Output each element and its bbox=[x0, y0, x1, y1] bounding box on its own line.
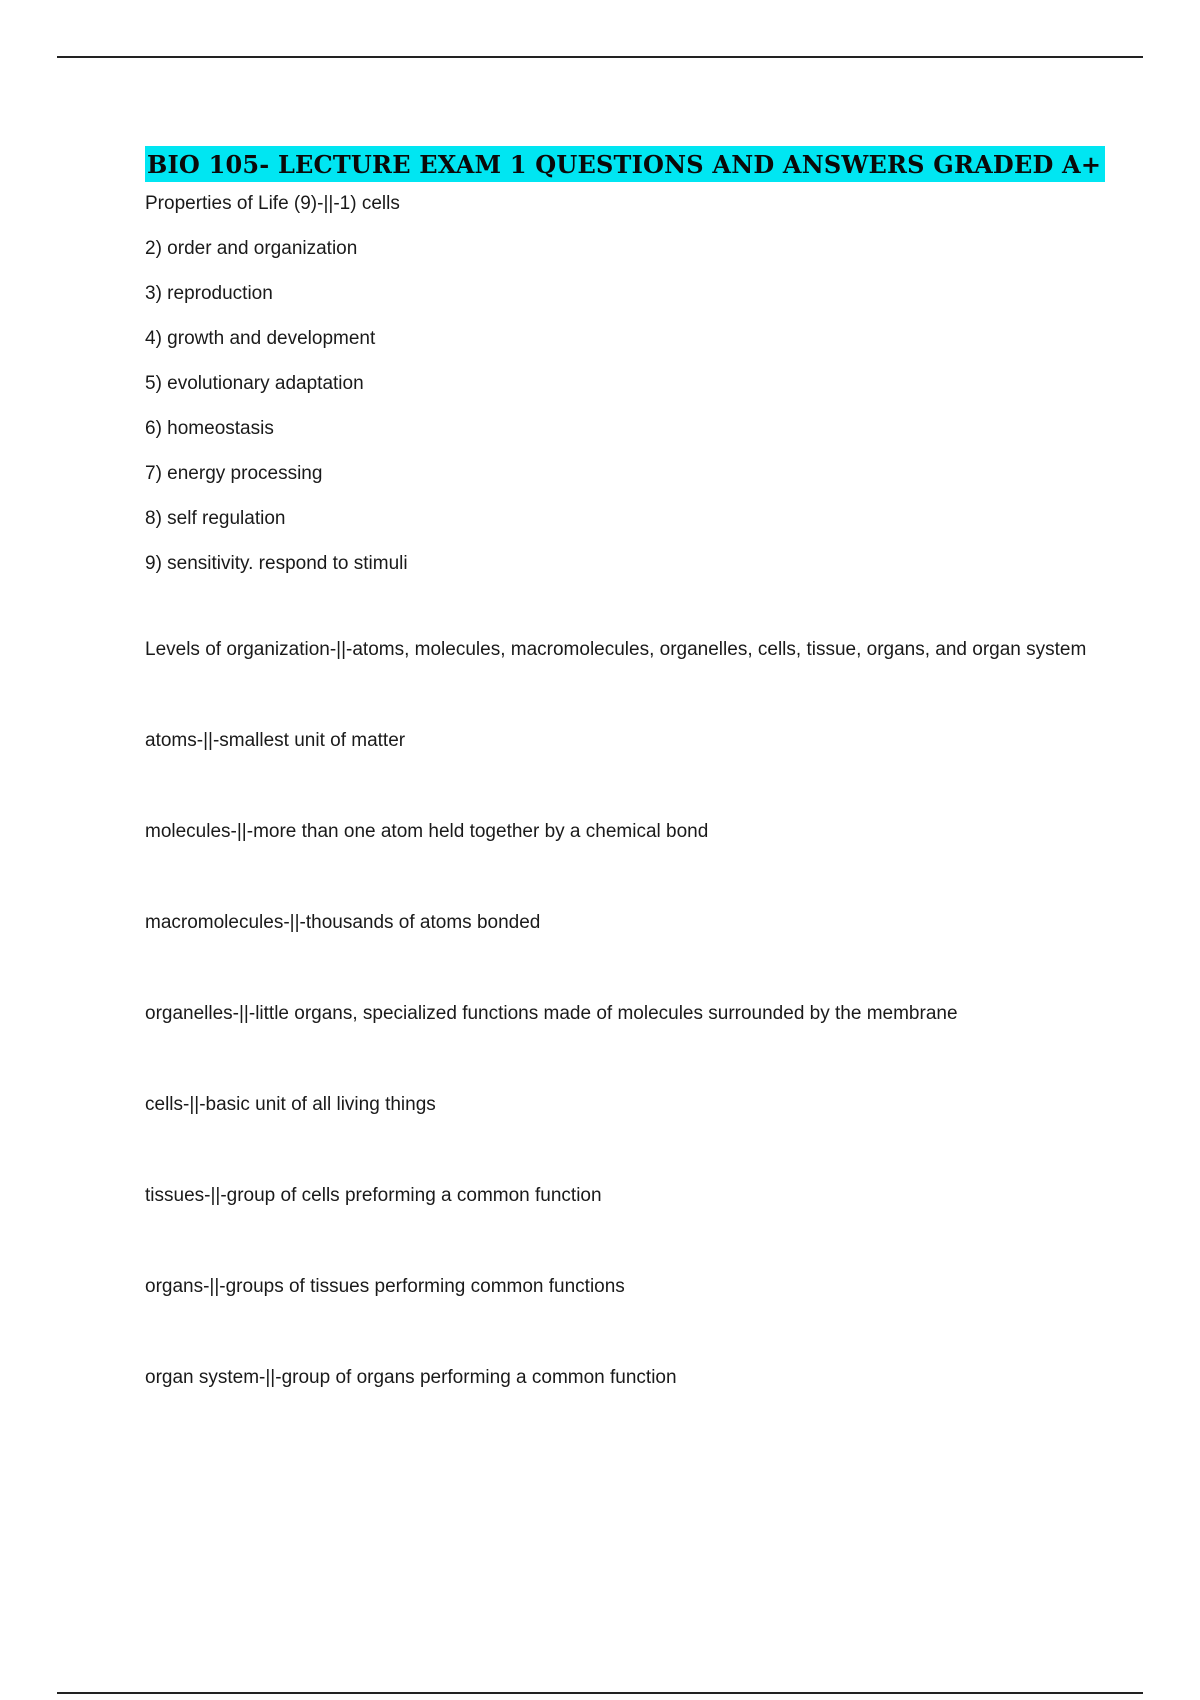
document-body bbox=[145, 146, 1105, 1392]
list-item: 7) energy processing bbox=[145, 463, 323, 484]
list-item: 4) growth and development bbox=[145, 328, 376, 349]
qa-item: macromolecules-||-thousands of atoms bonded bbox=[145, 912, 541, 933]
list-item: Properties of Life (9)-||-1) cells bbox=[145, 193, 400, 214]
qa-item: organelles-||-little organs, specialized functions made of molecules surrounded by the membrane bbox=[145, 1003, 958, 1024]
page-top-rule bbox=[57, 56, 1143, 58]
qa-item: organs-||-groups of tissues performing common functions bbox=[145, 1276, 625, 1297]
question-answer-list bbox=[145, 635, 1105, 1392]
list-item: 6) homeostasis bbox=[145, 418, 274, 439]
qa-item: cells-||-basic unit of all living things bbox=[145, 1094, 436, 1115]
list-item: 9) sensitivity. respond to stimuli bbox=[145, 553, 408, 574]
document-title: BIO 105- LECTURE EXAM 1 QUESTIONS AND ANSWERS GRADED A+ bbox=[145, 146, 1105, 182]
qa-item: tissues-||-group of cells preforming a common function bbox=[145, 1185, 602, 1206]
qa-item: atoms-||-smallest unit of matter bbox=[145, 730, 406, 751]
list-item: 5) evolutionary adaptation bbox=[145, 373, 364, 394]
list-item: 8) self regulation bbox=[145, 508, 286, 529]
qa-item: organ system-||-group of organs performing a common function bbox=[145, 1367, 677, 1388]
page-bottom-rule bbox=[57, 1692, 1143, 1694]
list-item: 2) order and organization bbox=[145, 238, 358, 259]
properties-of-life-list bbox=[145, 192, 1105, 576]
list-item: 3) reproduction bbox=[145, 283, 273, 304]
qa-item: Levels of organization-||-atoms, molecules, macromolecules, organelles, cells, tissue, organs, and organ system bbox=[145, 639, 1087, 660]
qa-item: molecules-||-more than one atom held together by a chemical bond bbox=[145, 821, 709, 842]
